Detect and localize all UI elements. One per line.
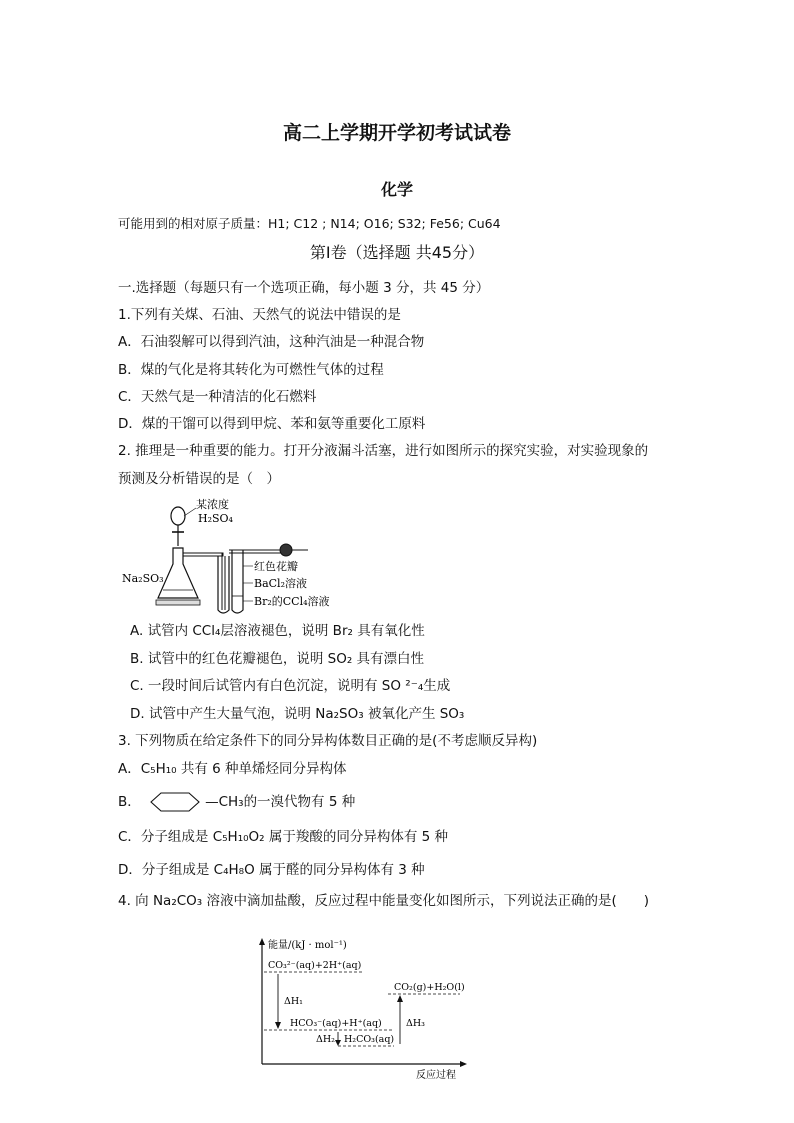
q2-option-b: B. 试管中的红色花瓣褪色，说明 SO₂ 具有漂白性 bbox=[130, 651, 425, 667]
dh2-label: ΔH₂ bbox=[316, 1034, 335, 1045]
q1-option-b: B．煤的气化是将其转化为可燃性气体的过程 bbox=[118, 362, 384, 378]
drying-bulb bbox=[280, 544, 292, 556]
q2-stem-line2: 预测及分析错误的是（ ） bbox=[118, 471, 280, 487]
q3-option-b bbox=[118, 791, 355, 813]
level-1-label: CO₃²⁻(aq)+2H⁺(aq) bbox=[268, 960, 362, 971]
q2-option-d: D. 试管中产生大量气泡，说明 Na₂SO₃ 被氧化产生 SO₃ bbox=[130, 706, 465, 722]
q2-option-c: C. 一段时间后试管内有白色沉淀，说明有 SO ²⁻₄生成 bbox=[130, 678, 451, 694]
exam-title: 高二上学期开学初考试试卷 bbox=[282, 122, 511, 144]
q1-option-a: A．石油裂解可以得到汽油，这种汽油是一种混合物 bbox=[118, 334, 425, 350]
level-2-label: HCO₃⁻(aq)+H⁺(aq) bbox=[290, 1018, 382, 1029]
label-acid-2: H₂SO₄ bbox=[198, 512, 233, 525]
q3-option-d: D．分子组成是 C₄H₈O 属于醛的同分异构体有 3 种 bbox=[118, 862, 425, 878]
level-4-label: CO₂(g)+H₂O(l) bbox=[394, 982, 465, 993]
label-petal: 红色花瓣 bbox=[254, 560, 298, 573]
label-acid-1: 某浓度 bbox=[196, 498, 229, 511]
q1-option-d: D．煤的干馏可以得到甲烷、苯和氨等重要化工原料 bbox=[118, 416, 426, 432]
q2-apparatus-figure bbox=[118, 498, 338, 618]
test-tube-left bbox=[218, 556, 229, 613]
label-salt: Na₂SO₃ bbox=[122, 572, 164, 585]
methylcyclohexane-structure bbox=[145, 791, 205, 813]
q1-option-c: C．天然气是一种清洁的化石燃料 bbox=[118, 389, 317, 405]
label-br2: Br₂的CCl₄溶液 bbox=[254, 595, 330, 608]
section-title: 第Ⅰ卷（选择题 共45分） bbox=[309, 243, 485, 262]
x-axis-label: 反应过程 bbox=[416, 1070, 456, 1081]
q2-option-a: A. 试管内 CCl₄层溶液褪色，说明 Br₂ 具有氧化性 bbox=[130, 623, 425, 639]
flask-stand bbox=[156, 600, 200, 605]
part-heading: 一.选择题（每题只有一个选项正确，每小题 3 分，共 45 分） bbox=[118, 280, 490, 296]
subject-title: 化学 bbox=[380, 180, 413, 199]
test-tube-right bbox=[232, 550, 243, 613]
q3-option-c: C．分子组成是 C₅H₁₀O₂ 属于羧酸的同分异构体有 5 种 bbox=[118, 829, 449, 845]
q4-stem: 4. 向 Na₂CO₃ 溶液中滴加盐酸，反应过程中能量变化如图所示，下列说法正确的是( ) bbox=[118, 893, 650, 909]
dh1-label: ΔH₁ bbox=[284, 996, 303, 1007]
q3-stem: 3. 下列物质在给定条件下的同分异构体数目正确的是(不考虑顺反异构) bbox=[118, 733, 538, 749]
q3-option-b-prefix: B． bbox=[118, 794, 141, 810]
level-3-label: H₂CO₃(aq) bbox=[344, 1034, 395, 1045]
q1-stem: 1.下列有关煤、石油、天然气的说法中错误的是 bbox=[118, 307, 401, 323]
q2-stem-line1: 2. 推理是一种重要的能力。打开分液漏斗活塞，进行如图所示的探究实验，对实验现象的 bbox=[118, 443, 649, 459]
y-axis-label: 能量/(kJ · mol⁻¹) bbox=[268, 940, 347, 951]
atomic-mass-note: 可能用到的相对原子质量：H1; C12 ; N14; O16; S32; Fe56; Cu64 bbox=[118, 216, 501, 231]
q3-option-b-group: —CH₃ bbox=[205, 794, 244, 810]
q3-option-a: A．C₅H₁₀ 共有 6 种单烯烃同分异构体 bbox=[118, 761, 347, 777]
q4-energy-diagram bbox=[238, 936, 478, 1084]
funnel-bulb bbox=[171, 507, 185, 525]
label-bacl2: BaCl₂溶液 bbox=[254, 577, 307, 590]
dh3-label: ΔH₃ bbox=[406, 1018, 425, 1029]
q3-option-b-suffix: 的一溴代物有 5 种 bbox=[243, 794, 356, 810]
